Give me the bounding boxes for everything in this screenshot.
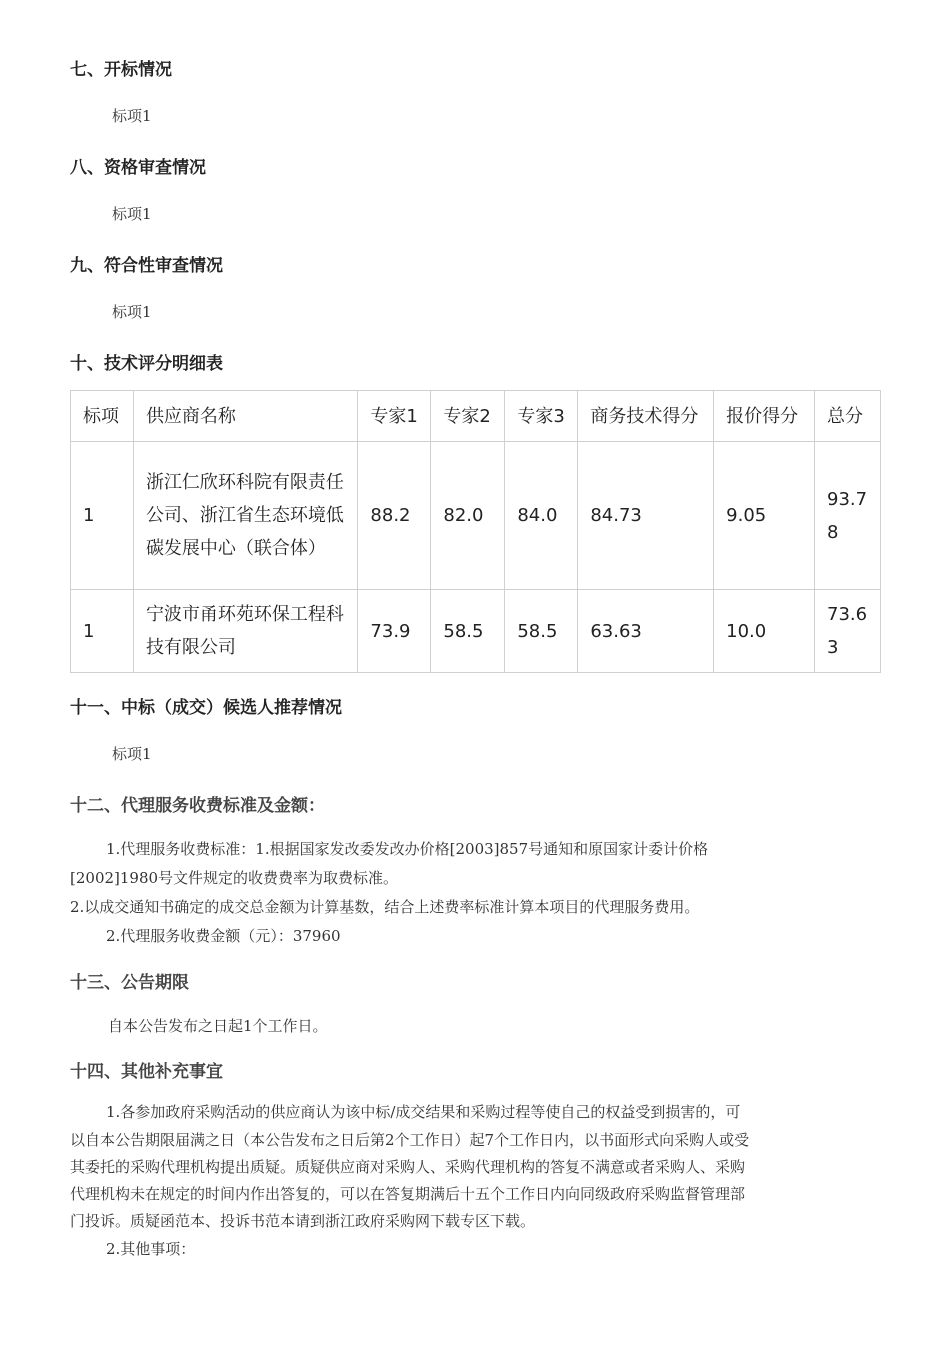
header-supplier: 供应商名称 <box>133 391 357 442</box>
section-body-qualification: 标项1 <box>112 205 152 223</box>
cell-expert-2: 82.0 <box>431 442 505 590</box>
table-header-row <box>71 391 881 442</box>
cell-expert-3: 58.5 <box>505 590 578 673</box>
agency-fee-line-1: 1.代理服务收费标准：1.根据国家发改委发改办价格[2003]857号通知和原国家计委计价格 <box>106 840 709 858</box>
other-matters-line-1: 1.各参加政府采购活动的供应商认为该中标/成交结果和采购过程等使自己的权益受到损害的，可 <box>106 1103 741 1121</box>
cell-business-tech-score: 63.63 <box>578 590 714 673</box>
cell-expert-2: 58.5 <box>431 590 505 673</box>
table-row <box>71 590 881 673</box>
header-price-score: 报价得分 <box>714 391 815 442</box>
other-matters-line-4: 代理机构未在规定的时间内作出答复的，可以在答复期满后十五个工作日内向同级政府采购监督管理部 <box>70 1185 746 1203</box>
header-expert-2: 专家2 <box>431 391 505 442</box>
section-heading-other-matters: 十四、其他补充事宜 <box>70 1062 223 1082</box>
other-matters-line-2: 以自本公告期限届满之日（本公告发布之日后第2个工作日）起7个工作日内，以书面形式向采购人或受 <box>70 1131 750 1149</box>
section-body-opening: 标项1 <box>112 107 152 125</box>
cell-lot: 1 <box>71 590 134 673</box>
section-body-compliance: 标项1 <box>112 303 152 321</box>
header-total: 总分 <box>815 391 881 442</box>
cell-business-tech-score: 84.73 <box>578 442 714 590</box>
cell-expert-1: 88.2 <box>358 442 431 590</box>
tech-score-table <box>70 390 881 673</box>
header-lot: 标项 <box>71 391 134 442</box>
cell-total: 73.63 <box>815 590 881 673</box>
section-heading-tech-score: 十、技术评分明细表 <box>70 354 223 374</box>
other-matters-line-3: 其委托的采购代理机构提出质疑。质疑供应商对采购人、采购代理机构的答复不满意或者采购人、采购 <box>70 1158 746 1176</box>
other-matters-line-5: 门投诉。质疑函范本、投诉书范本请到浙江政府采购网下载专区下载。 <box>70 1212 536 1230</box>
header-expert-1: 专家1 <box>358 391 431 442</box>
agency-fee-line-4: 2.代理服务收费金额（元）：37960 <box>106 927 341 945</box>
cell-lot: 1 <box>71 442 134 590</box>
section-heading-opening: 七、开标情况 <box>70 60 172 80</box>
cell-supplier: 浙江仁欣环科院有限责任公司、浙江省生态环境低碳发展中心（联合体） <box>133 442 357 590</box>
header-expert-3: 专家3 <box>505 391 578 442</box>
other-matters-line-6: 2.其他事项： <box>106 1240 196 1258</box>
table-row <box>71 442 881 590</box>
agency-fee-line-2: [2002]1980号文件规定的收费费率为取费标准。 <box>70 869 399 887</box>
cell-expert-3: 84.0 <box>505 442 578 590</box>
agency-fee-line-3: 2.以成交通知书确定的成交总金额为计算基数，结合上述费率标准计算本项目的代理服务费用。 <box>70 898 700 916</box>
cell-price-score: 10.0 <box>714 590 815 673</box>
section-heading-notice-period: 十三、公告期限 <box>70 973 189 993</box>
cell-expert-1: 73.9 <box>358 590 431 673</box>
section-heading-compliance: 九、符合性审查情况 <box>70 256 223 276</box>
header-business-tech-score: 商务技术得分 <box>578 391 714 442</box>
section-body-candidate: 标项1 <box>112 745 152 763</box>
section-body-notice-period: 自本公告发布之日起1个工作日。 <box>108 1017 328 1035</box>
section-heading-agency-fee: 十二、代理服务收费标准及金额： <box>70 796 325 816</box>
cell-total: 93.78 <box>815 442 881 590</box>
cell-price-score: 9.05 <box>714 442 815 590</box>
cell-supplier: 宁波市甬环苑环保工程科技有限公司 <box>133 590 357 673</box>
section-heading-candidate: 十一、中标（成交）候选人推荐情况 <box>70 698 342 718</box>
section-heading-qualification: 八、资格审查情况 <box>70 158 206 178</box>
